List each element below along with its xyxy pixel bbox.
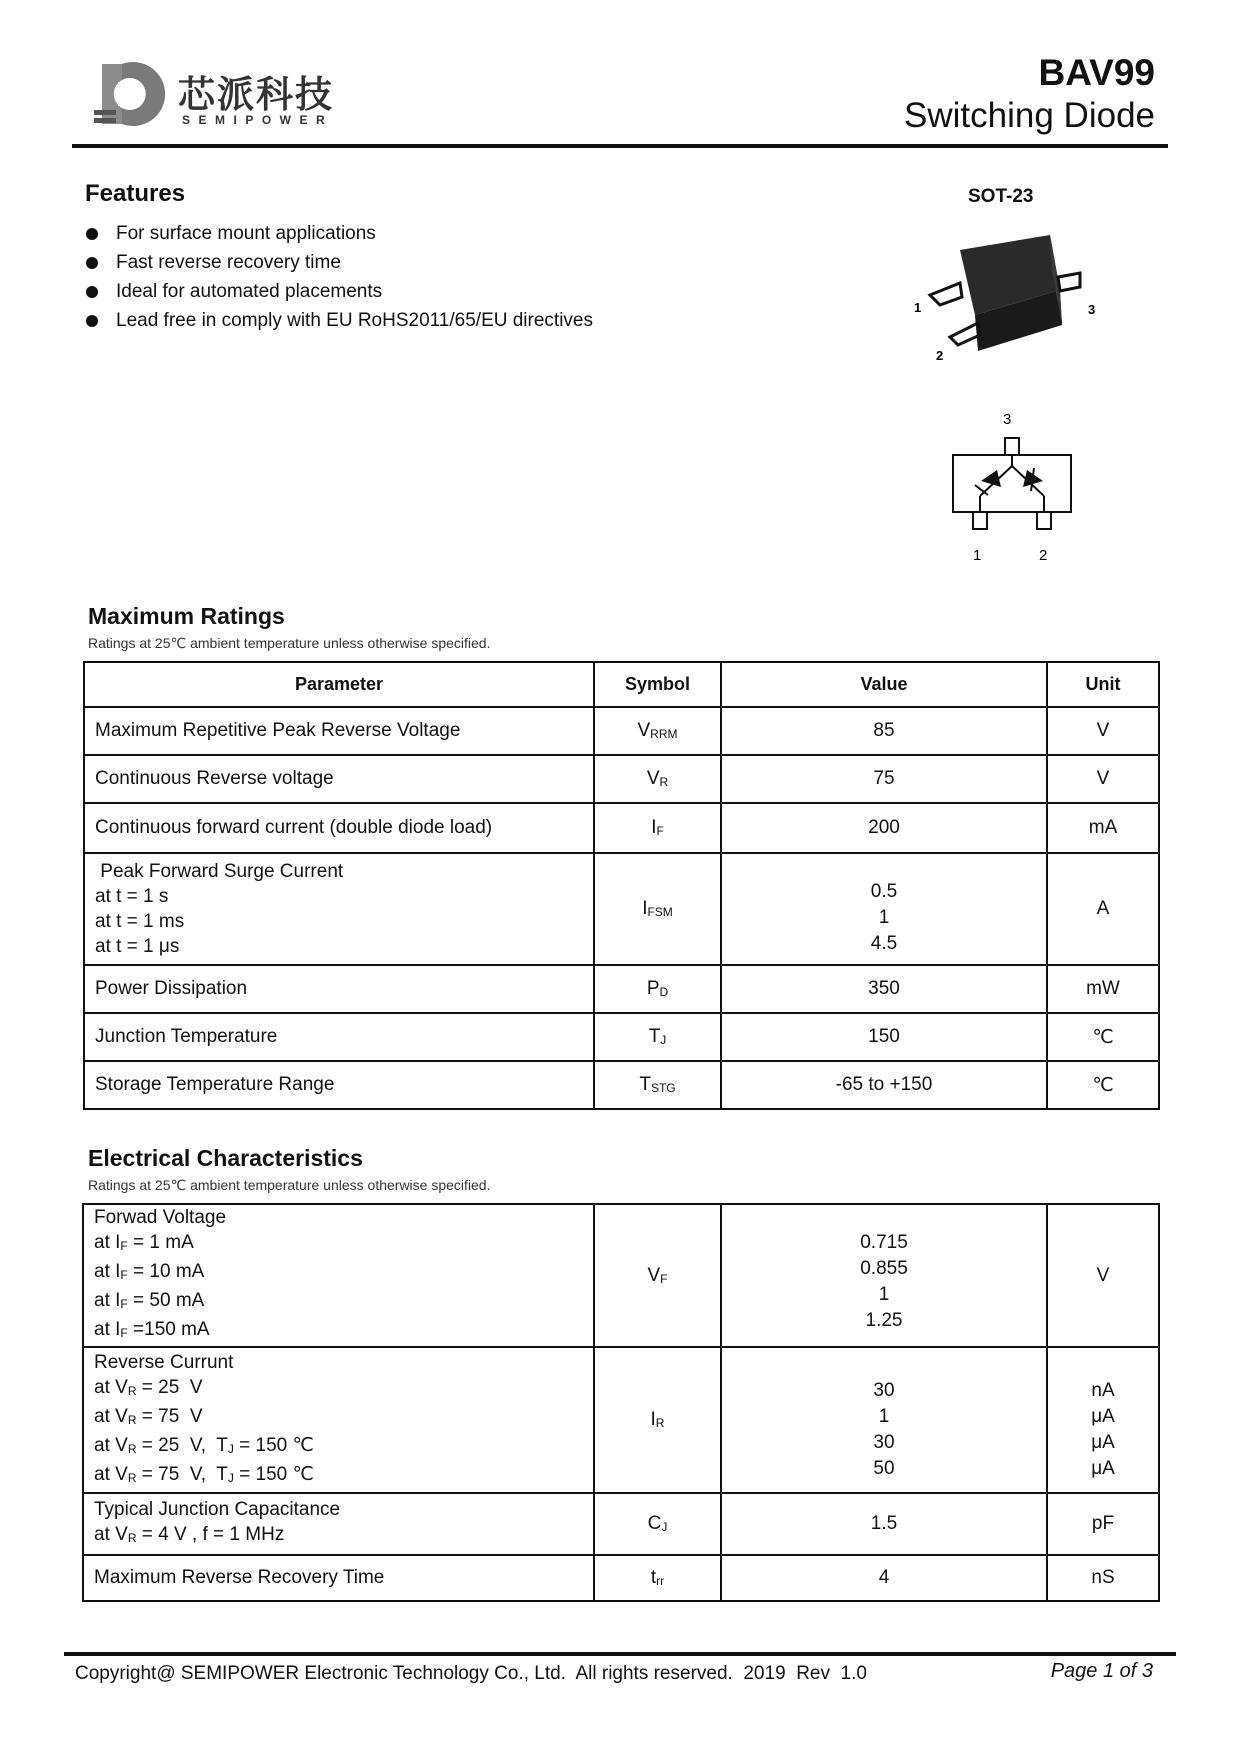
footer-divider [64,1652,1176,1656]
copyright-text: Copyright@ SEMIPOWER Electronic Technology Co., Ltd. All rights reserved. 2019 Rev 1.0 [75,1663,867,1684]
symbol-cell: $T_J$ [594,1013,721,1061]
value-cell: 150 [721,1013,1047,1061]
symbol-cell: $V_R$ [594,755,721,803]
table-row [84,803,1159,853]
unit-cell: nA μA μA μA [1047,1347,1159,1493]
symbol-cell: $C_J$ [594,1493,721,1555]
unit-cell: nS [1047,1555,1159,1601]
bav99-schematic-icon [935,408,1085,568]
unit-cell: pF [1047,1493,1159,1555]
feature-text: Ideal for automated placements [116,281,383,302]
table-row [84,755,1159,803]
semipower-logo-icon [92,58,172,128]
symbol-cell: $V_{RRM}$ [594,707,721,755]
table-row [84,707,1159,755]
svg-text:3: 3 [1088,302,1096,317]
electrical-table [82,1203,1160,1602]
feature-text: Lead free in comply with EU RoHS2011/65/EU directives [116,310,593,331]
svg-text:1: 1 [914,300,922,315]
parameter-cell: Maximum Repetitive Peak Reverse Voltage [84,707,594,755]
unit-cell: V [1047,1204,1159,1347]
symbol-cell: $I_{FSM}$ [594,853,721,965]
symbol-cell: $P_D$ [594,965,721,1013]
symbol-cell: $t_{rr}$ [594,1555,721,1601]
table-header-row [84,662,1159,707]
electrical-note: Ratings at 25℃ ambient temperature unless otherwise specified. [88,1177,491,1193]
column-header: Unit [1047,662,1159,707]
parameter-cell: Continuous forward current (double diode load) [84,803,594,853]
table-row [84,1061,1159,1109]
parameter-cell: Storage Temperature Range [84,1061,594,1109]
unit-cell: V [1047,707,1159,755]
svg-text:2: 2 [1039,547,1048,564]
max-ratings-note: Ratings at 25℃ ambient temperature unless otherwise specified. [88,635,491,651]
bullet-icon [86,286,98,298]
feature-item [85,222,593,251]
column-header: Value [721,662,1047,707]
parameter-cell: Continuous Reverse voltage [84,755,594,803]
feature-text: Fast reverse recovery time [116,252,341,273]
company-name-chinese: 芯派科技 [178,74,334,115]
bullet-icon [86,228,98,240]
electrical-title: Electrical Characteristics [88,1145,363,1171]
table-row [83,1204,1159,1347]
symbol-cell: $T_{STG}$ [594,1061,721,1109]
table-row [84,853,1159,965]
parameter-cell: Reverse Currunt at $V_R = 25$ V at $V_R = 75$ V at $V_R = 25$ V, $T_J = 150$ ℃ at $V_R = 75$ V, $T_J = 150$ ℃ [83,1347,594,1493]
max-ratings-title: Maximum Ratings [88,603,285,629]
value-cell: 75 [721,755,1047,803]
features-list [85,222,593,338]
feature-text: For surface mount applications [116,223,376,244]
part-description: Switching Diode [904,96,1155,135]
parameter-cell: Typical Junction Capacitance at $V_R = 4$ V , f = 1 MHz [83,1493,594,1555]
part-number: BAV99 [1038,52,1155,93]
value-cell: 0.715 0.855 1 1.25 [721,1204,1047,1347]
value-cell: 30 1 30 50 [721,1347,1047,1493]
symbol-cell: $I_F$ [594,803,721,853]
svg-text:2: 2 [936,348,944,363]
bullet-icon [86,315,98,327]
page-number: Page 1 of 3 [1050,1660,1153,1682]
parameter-cell: Forwad Voltage at $I_F = 1$ mA at $I_F = 10$ mA at $I_F = 50$ mA at $I_F =150$ mA [83,1204,594,1347]
unit-cell: mA [1047,803,1159,853]
value-cell: 0.5 1 4.5 [721,853,1047,965]
table-row [83,1493,1159,1555]
sot23-package-icon [914,225,1120,375]
table-row [83,1347,1159,1493]
parameter-cell: Power Dissipation [84,965,594,1013]
unit-cell: ℃ [1047,1061,1159,1109]
max-ratings-table [83,661,1160,1110]
parameter-cell: Peak Forward Surge Current at t = 1 s at t = 1 ms at t = 1 μs [84,853,594,965]
parameter-cell: Junction Temperature [84,1013,594,1061]
bullet-icon [86,257,98,269]
package-name: SOT-23 [968,186,1034,207]
unit-cell: A [1047,853,1159,965]
feature-item [85,280,593,309]
feature-item [85,251,593,280]
table-row [83,1555,1159,1601]
unit-cell: mW [1047,965,1159,1013]
symbol-cell: $I_R$ [594,1347,721,1493]
table-row [84,1013,1159,1061]
value-cell: -65 to +150 [721,1061,1047,1109]
feature-item [85,309,593,338]
parameter-cell: Maximum Reverse Recovery Time [83,1555,594,1601]
unit-cell: ℃ [1047,1013,1159,1061]
company-name-english: SEMIPOWER [182,113,334,127]
column-header: Parameter [84,662,594,707]
unit-cell: V [1047,755,1159,803]
value-cell: 85 [721,707,1047,755]
svg-text:3: 3 [1003,411,1012,428]
symbol-cell: $V_F$ [594,1204,721,1347]
features-title: Features [85,180,186,207]
value-cell: 200 [721,803,1047,853]
svg-text:1: 1 [973,547,982,564]
table-row [84,965,1159,1013]
value-cell: 350 [721,965,1047,1013]
column-header: Symbol [594,662,721,707]
value-cell: 1.5 [721,1493,1047,1555]
header-divider [72,144,1168,148]
value-cell: 4 [721,1555,1047,1601]
